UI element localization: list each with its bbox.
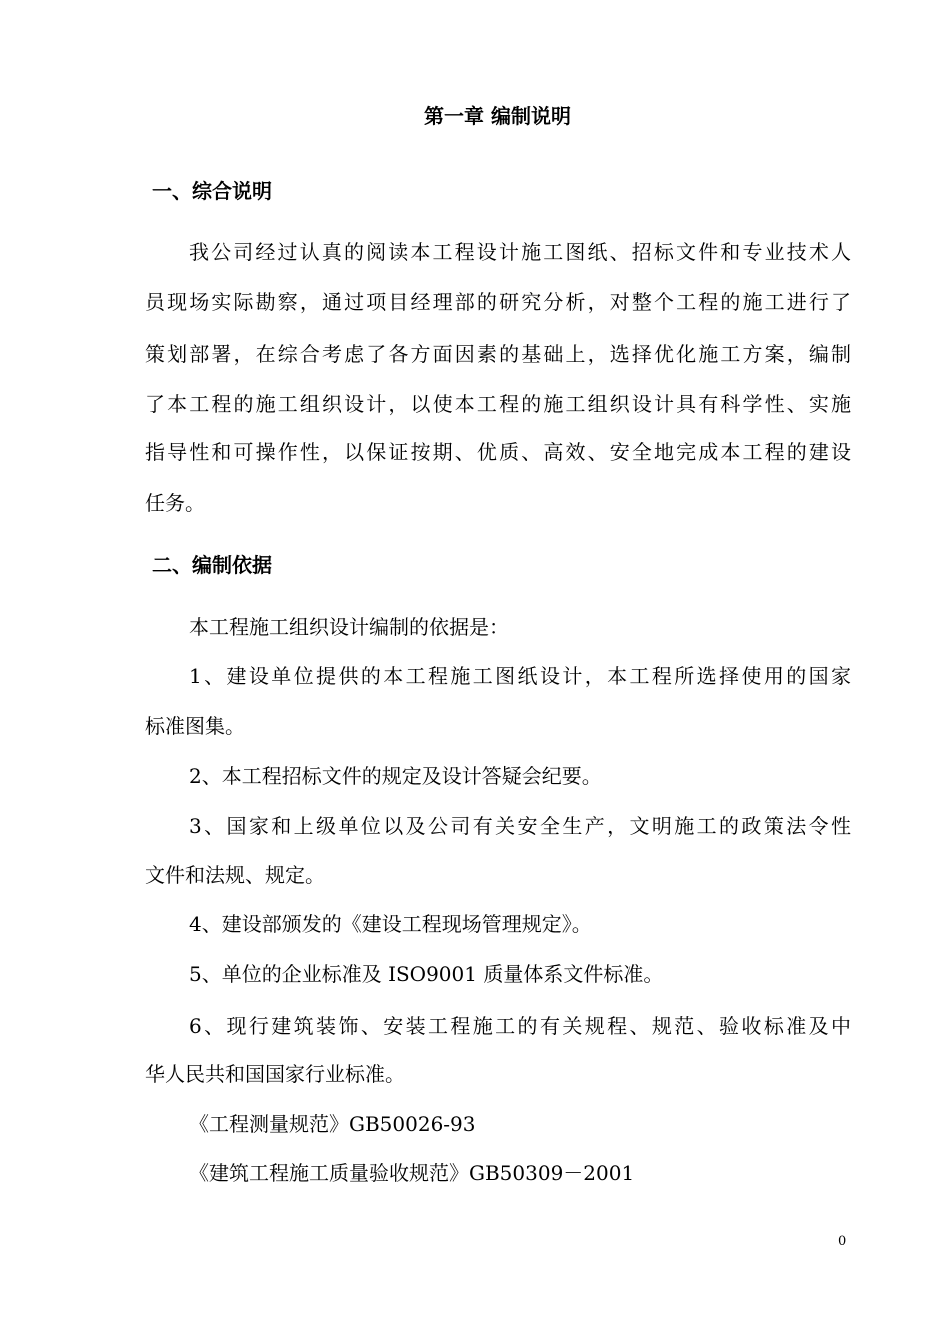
section-heading-basis: 二、编制依据: [152, 553, 272, 577]
basis-item-6: 6、现行建筑装饰、安装工程施工的有关规程、规范、验收标准及中: [189, 1014, 851, 1038]
basis-item-3: 3、国家和上级单位以及公司有关安全生产，文明施工的政策法令性: [189, 814, 851, 838]
paragraph-line: 员现场实际勘察，通过项目经理部的研究分析，对整个工程的施工进行了: [145, 290, 851, 314]
basis-item-1: 1、建设单位提供的本工程施工图纸设计，本工程所选择使用的国家: [189, 664, 851, 688]
basis-item-1-cont: 标准图集。: [145, 714, 245, 738]
standard-reference: 《建筑工程施工质量验收规范》GB50309－2001: [189, 1161, 635, 1185]
paragraph-line: 我公司经过认真的阅读本工程设计施工图纸、招标文件和专业技术人: [189, 240, 851, 264]
basis-item-5: 5、单位的企业标准及 ISO9001 质量体系文件标准。: [189, 962, 664, 986]
section-heading-overview: 一、综合说明: [152, 179, 272, 203]
page-number: 0: [838, 1234, 847, 1249]
standard-reference: 《工程测量规范》GB50026-93: [189, 1112, 476, 1136]
paragraph-line: 策划部署，在综合考虑了各方面因素的基础上，选择优化施工方案，编制: [145, 342, 851, 366]
basis-item-2: 2、本工程招标文件的规定及设计答疑会纪要。: [189, 764, 602, 788]
basis-intro: 本工程施工组织设计编制的依据是：: [189, 615, 509, 639]
paragraph-line: 指导性和可操作性，以保证按期、优质、高效、安全地完成本工程的建设: [145, 440, 851, 464]
chapter-title: 第一章 编制说明: [424, 104, 571, 128]
basis-item-6-cont: 华人民共和国国家行业标准。: [145, 1062, 405, 1086]
basis-item-4: 4、建设部颁发的《建设工程现场管理规定》。: [189, 912, 592, 936]
paragraph-line: 了本工程的施工组织设计，以使本工程的施工组织设计具有科学性、实施: [145, 392, 851, 416]
basis-item-3-cont: 文件和法规、规定。: [145, 863, 325, 887]
paragraph-line: 任务。: [145, 491, 205, 515]
